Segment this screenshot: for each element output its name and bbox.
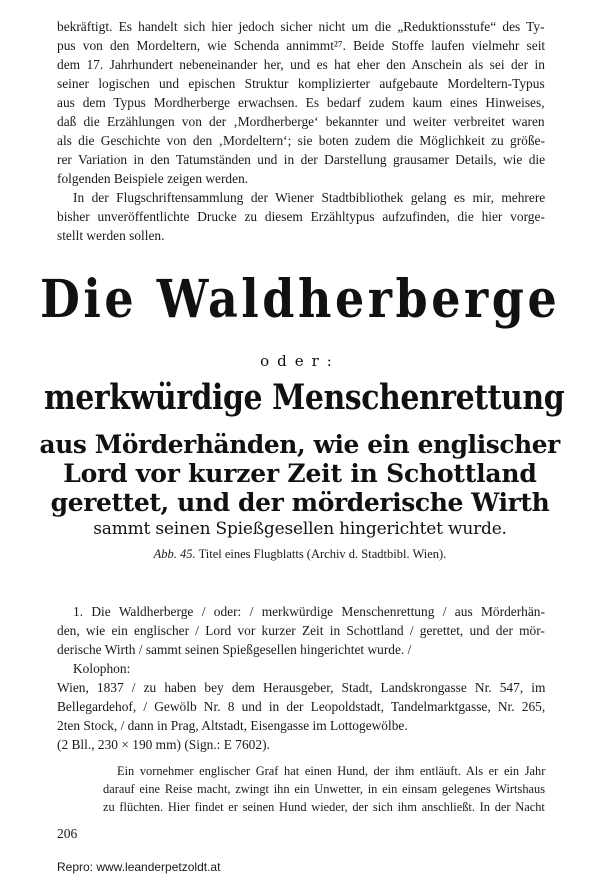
title-line: gerettet, und der mörderische Wirth [50,488,550,517]
text-line: Wien, 1837 / zu haben bey dem Herausgeber, Stadt, Landskrongasse Nr. 547, im [57,680,546,695]
title-line-subtitle: merkwürdige Menschenrettung [44,377,565,418]
figure-caption [0,546,600,562]
text-line: 2ten Stock, / dann in Prag, Altstadt, Eisengasse im Lottogewölbe. [57,718,408,733]
title-line-main: Die Waldherberge [39,269,561,330]
caption-text: Titel eines Flugblatts (Archiv d. Stadtbibl. Wien). [198,547,447,561]
text-line: rer Variation in den Tatumständen und in der Darstellung grausamer Details, wie die [57,152,546,167]
repro-credit: Repro: www.leanderpetzoldt.at [57,860,221,874]
text-line: seiner logischen und epischen Struktur komplizierter aufgebaute Mordeltern-Typus [57,76,545,91]
text-line: darauf eine Reise macht, zwingt ihn ein Unwetter, in ein einsam gelegenes Wirtshaus [103,782,546,796]
text-line: den, wie ein englischer / Lord vor kurzer Zeit in Schottland / gerettet, und der mör- [57,623,545,638]
title-line: Lord vor kurzer Zeit in Schottland [63,459,537,488]
text-line: In der Flugschriftensammlung der Wiener Stadtbibliothek gelang es mir, mehrere [73,190,546,205]
text-line: (2 Bll., 230 × 190 mm) (Sign.: E 7602). [57,737,270,752]
title-line-oder: oder: [260,352,340,370]
text-line: stellt werden sollen. [57,228,165,243]
text-line: Kolophon: [73,661,131,676]
text-line: bekräftigt. Es handelt sich hier jedoch sicher nicht um die „Reduktionsstufe“ des Ty- [57,19,545,34]
text-line: Ein vornehmer englischer Graf hat einen Hund, der ihm entläuft. Als er ein Jahr [117,764,546,778]
text-line: bisher unveröffentlichte Drucke zu diesem Erzähltypus aufzufinden, die hier vorge- [57,209,545,224]
caption-label: Abb. 45. [153,547,196,561]
text-line: derische Wirth / sammt seinen Spießgesellen hingerichtet wurde. / [57,642,412,657]
text-line: Bellegardehof, / Gewölb Nr. 8 und in der Leopoldstadt, Tandelmarktgasse, Nr. 265, [57,699,546,714]
title-line: aus Mörderhänden, wie ein englischer [39,430,561,459]
text-line: zu flüchten. Hier findet er seinen Hund wieder, der sich ihm anschließt. In der Nacht [103,800,545,814]
text-line: dem 17. Jahrhundert nebeneinander her, und es hat eher den Anschein als sei der in [57,57,545,72]
text-line: pus von den Mordeltern, wie Schenda annimmt²⁷. Beide Stoffe laufen vielmehr seit [57,38,546,53]
text-line: daß die Erzählungen von der ‚Mordherberge‘ bekannter und weiter verbreitet waren [57,114,545,129]
text-line: als die Geschichte von den ‚Mordeltern‘; sie boten zudem die Möglichkeit zu größe- [57,133,545,148]
text-line: aus dem Typus Mordherberge erwachsen. Es bedarf zudem kaum eines Hinweises, [57,95,545,110]
text-line: 1. Die Waldherberge / oder: / merkwürdige Menschenrettung / aus Mörderhän- [73,604,545,619]
page-number: 206 [57,826,78,841]
title-line: sammt seinen Spießgesellen hingerichtet wurde. [93,519,507,539]
text-line: folgenden Beispiele zeigen werden. [57,171,249,186]
